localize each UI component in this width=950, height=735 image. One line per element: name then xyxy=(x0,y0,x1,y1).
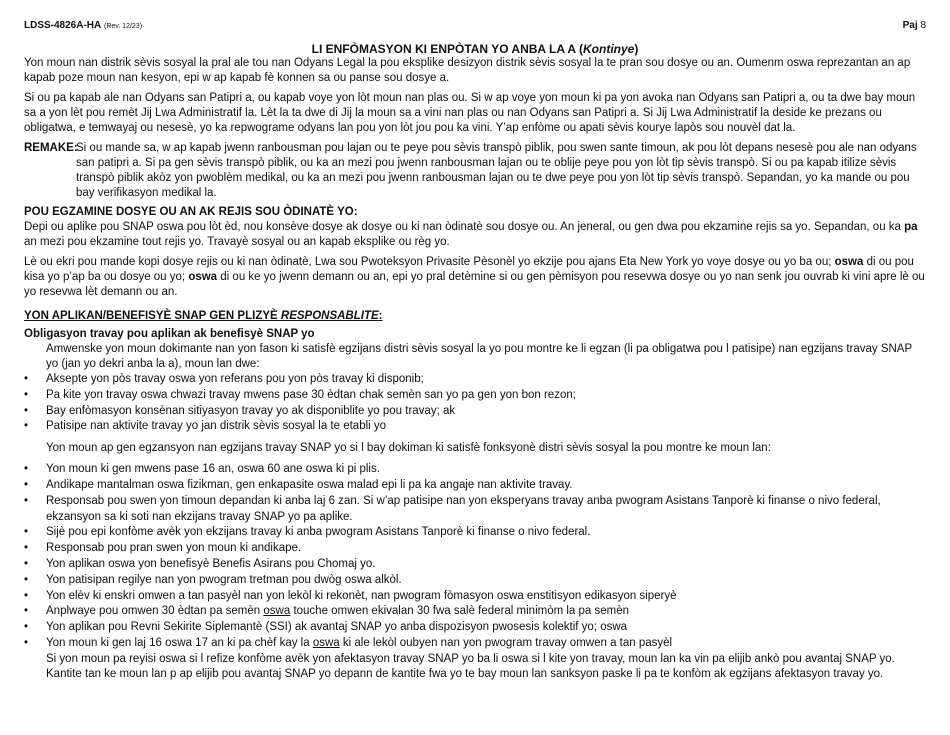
exam-heading: POU EGZAMINE DOSYE OU AN AK REJIS SOU ÒDINATÈ YO: xyxy=(24,206,358,218)
snap-heading: YON APLIKAN/BENEFISYÈ SNAP GEN PLIZYÈ RESPONSABLITE: xyxy=(24,310,383,322)
list-item: • Yon aplikan oswa yon benefisyè Benefis Asirans pou Chomaj yo. xyxy=(24,557,926,573)
list-item: • Anplwaye pou omwen 30 èdtan pa semèn oswa touche omwen ekivalan 30 fwa salè federal minimòm la pa semèn xyxy=(24,604,926,620)
list-item: • Aksepte yon pòs travay oswa yon referans pou yon pòs travay ki disponib; xyxy=(24,372,926,388)
section-title: LI ENFÒMASYON KI ENPÒTAN YO ANBA LA A (Kontinye) xyxy=(311,42,639,56)
closing-paragraph: Si yon moun pa reyisi oswa si l refize konfòme avèk yon afektasyon travay SNAP yo ba li oswa si l kite yon travay, moun lan ka vin pa elijib ankò pou avantaj SNAP yo. Kantite tan ke moun lan p ap elijib pou avantaj SNAP yo depann de kantite fwa yo te bay moun lan sanksyon paske li pa te konfòm ak egzijans afektasyon travay yo. xyxy=(46,652,895,680)
snap-subheading: Obligasyon travay pou aplikan ak benefisyè SNAP yo xyxy=(24,328,315,340)
list-item: • Andikape mantalman oswa fizikman, gen enkapasite oswa malad epi li pa ka angaje nan aktivite travay. xyxy=(24,478,926,494)
list-item: • Responsab pou swen yon timoun depandan ki anba laj 6 zan. Si w’ap patisipe nan yon eksperyans travay anba pwogram Asistans Tanporè ki finanse o nivo federal, ekzansyon sa ki soti nan ekzijans travay SNAP yo pa aplike. xyxy=(24,494,926,526)
list-item: • Yon elèv ki enskri omwen a tan pasyèl nan yon lekòl ki rekonèt, nan pwogram fòmasyon oswa enstitisyon edikasyon siperyè xyxy=(24,589,926,605)
exempt-list xyxy=(24,462,926,652)
page-number: Paj 8 xyxy=(902,20,926,31)
list-item: • Sijè pou epi konfòme avèk yon ekzijans travay ki anba pwogram Asistans Tanporè ki finanse o nivo federal. xyxy=(24,525,926,541)
remake-text: Si ou mande sa, w ap kapab jwenn ranbousman pou lajan ou te peye pou sèvis transpò piblik, pou swen sante timoun, ak pou lòt depans nesesè pou ale nan odyans san patipri a. Si pa gen sèvis transpò piblik, ou ka an mezi pou jwenn ranbousman lajan ou te oblije peye pou yon lòt tip sèvis transpò. Si ou pa kapab itilize sèvis transpò piblik akòz yon pwoblèm medikal, ou ka an mezi pou jwenn ranbousman lajan ou te dwe peye pou yon lòt tip sèvis transpò. Sepandan, yo ka mande ou pou bay verifikasyon medikal la. xyxy=(76,142,917,199)
exam-paragraph-2: Lè ou ekri pou mande kopi dosye rejis ou ki nan òdinatè, Lwa sou Pwoteksyon Privasite Pèsonèl yo ekzije pou ajans Eta New York yo voye dosye ou yo ba ou; oswa di ou pou kisa yo p’ap ba ou dosye ou yo; oswa di ou ke yo jwenn demann ou an, epi yo pral detèmine si ou gen pèmisyon pou resevwa dosye ou yo nan senk jou ouvrab ki vini apre lè ou yo resevwa lèt demann ou an. xyxy=(24,256,925,298)
snap-intro: Amwenske yon moun dokimante nan yon fason ki satisfè egzijans distri sèvis sosyal la yo pou montre ke li egzan (li pa obligatwa pou l patisipe) nan egzijans travay SNAP yo (jan yo dekri anba la a), moun lan dwe: xyxy=(46,343,912,370)
exempt-intro: Yon moun ap gen egzansyon nan egzijans travay SNAP yo si l bay dokiman ki satisfè fonksyonè distri sèvis sosyal la pou montre ke moun lan: xyxy=(46,442,771,455)
list-item: • Yon patisipan regilye nan yon pwogram tretman pou dwòg oswa alkòl. xyxy=(24,573,926,589)
page-header xyxy=(24,20,926,34)
remake-label: REMAKE: xyxy=(24,142,78,154)
list-item: • Yon moun ki gen laj 16 oswa 17 an ki pa chèf kay la oswa ki ale lekòl oubyen nan yon pwogram travay omwen a tan pasyèl xyxy=(24,636,926,652)
remake-note xyxy=(24,141,926,201)
intro-paragraph-1: Yon moun nan distrik sèvis sosyal la pral ale tou nan Odyans Legal la pou eksplike desizyon distrik sèvis sosyal la te pran sou dosye ou an. Oumenm oswa reprezantan an ap kapab poze moun nan kesyon, epi w ap kapab fè konnen sa ou panse sou dosye a. xyxy=(24,57,911,84)
list-item: • Yon aplikan pou Revni Sekirite Siplemantè (SSI) ak avantaj SNAP yo anba dispozisyon pwosesis kolektif yo; oswa xyxy=(24,620,926,636)
list-item: • Yon moun ki gen mwens pase 16 an, oswa 60 ane oswa ki pi plis. xyxy=(24,462,926,478)
must-list xyxy=(24,372,926,435)
list-item: • Responsab pou pran swen yon moun ki andikape. xyxy=(24,541,926,557)
list-item: • Pa kite yon travay oswa chwazi travay mwens pase 30 èdtan chak semèn san yo pa gen yon bon rezon; xyxy=(24,388,926,404)
list-item: • Patisipe nan aktivite travay yo jan distrik sèvis sosyal la te etabli yo xyxy=(24,419,926,435)
intro-paragraph-2: Si ou pa kapab ale nan Odyans san Patipri a, ou kapab voye yon lòt moun nan plas ou. Si w ap voye yon moun ki pa yon avoka nan Odyans san Patipri a, ou ta dwe bay moun sa a yon lèt pou remèt Jij Lwa Administratif la. Lèt la ta dwe di Jij la moun sa a vini nan plas ou nan Odyans san Patipri a. Si Jij Lwa Administratif la deside ke prezans ou obligatwa, e temwayaj ou nesesè, yo ka repwograme odyans lan pou yon lòt jou pou ka vini. Y’ap enfòme ou apati sèvis kourye lapòs sou nouvèl dat la. xyxy=(24,92,916,134)
form-revision: (Rev. 12/23) xyxy=(104,23,143,30)
list-item: • Bay enfòmasyon konsènan sitiyasyon travay yo ak disponiblite yo pou travay; ak xyxy=(24,404,926,420)
exam-paragraph-1: Depi ou aplike pou SNAP oswa pou lòt èd, nou konsève dosye ak dosye ou ki nan òdinatè sou dosye ou. An jeneral, ou gen dwa pou ekzamine rejis sa yo. Sepandan, ou ka pa an mezi pou ekzamine tout rejis yo. Travayè sosyal ou an kapab eksplike ou règ yo. xyxy=(24,221,918,248)
form-id: LDSS-4826A-HA xyxy=(24,20,102,31)
document-page xyxy=(24,20,926,682)
